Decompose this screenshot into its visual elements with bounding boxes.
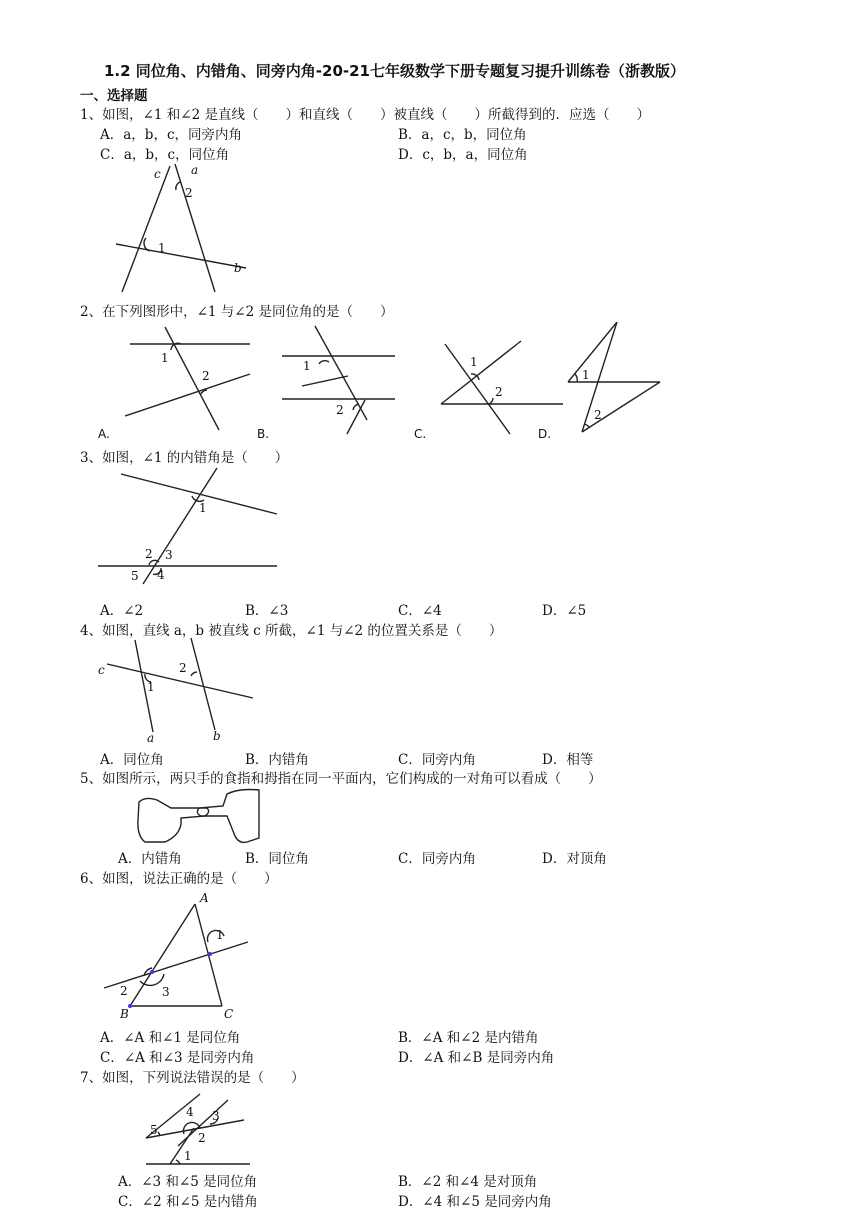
q2-figure-c [441, 341, 563, 434]
q3-option-c[interactable]: C．∠4 [398, 603, 442, 619]
q1-label-1: 1 [158, 241, 166, 255]
q3-figure [95, 462, 285, 592]
section-heading: 一、选择题 [80, 88, 148, 104]
q1-label-a: a [191, 163, 199, 177]
q7-option-b[interactable]: B．∠2 和∠4 是对顶角 [398, 1174, 538, 1190]
q4-option-c[interactable]: C．同旁内角 [398, 752, 476, 768]
q3-option-a[interactable]: A．∠2 [100, 603, 144, 619]
q4-stem: 4、如图，直线 a，b 被直线 c 所截，∠1 与∠2 的位置关系是（ ） [80, 623, 503, 639]
q7-stem: 7、如图，下列说法错误的是（ ） [80, 1070, 305, 1086]
svg-text:3: 3 [165, 548, 173, 562]
q4-label-a: a [147, 731, 155, 745]
q6-stem: 6、如图，说法正确的是（ ） [80, 871, 278, 887]
q6-option-c[interactable]: C．∠A 和∠3 是同旁内角 [100, 1050, 255, 1066]
svg-text:2: 2 [145, 547, 153, 561]
q1-angle2-arc [176, 182, 180, 190]
q5-hands-image [135, 786, 265, 846]
q5-option-c[interactable]: C．同旁内角 [398, 851, 476, 867]
svg-text:1: 1 [303, 359, 311, 373]
q2-option-c-label[interactable]: C. [414, 427, 427, 441]
q5-option-d[interactable]: D．对顶角 [542, 851, 607, 867]
q3-stem: 3、如图，∠1 的内错角是（ ） [80, 450, 289, 466]
q1-option-b[interactable]: B．a，c，b，同位角 [398, 127, 527, 143]
q1-option-d[interactable]: D．c，b，a，同位角 [398, 147, 528, 163]
q4-label-b: b [213, 729, 221, 743]
svg-text:1: 1 [161, 351, 169, 365]
page-title: 1.2 同位角、内错角、同旁内角-20-21七年级数学下册专题复习提升训练卷（浙教版） [104, 62, 685, 80]
svg-text:1: 1 [470, 355, 478, 369]
q6-label-b: B [120, 1007, 129, 1021]
svg-text:1: 1 [147, 680, 155, 694]
q2-option-d-label[interactable]: D. [538, 427, 552, 441]
q6-label-c: C [224, 1007, 234, 1021]
q2-option-a-label[interactable]: A. [98, 427, 110, 441]
q1-label-2: 2 [185, 186, 193, 200]
svg-text:1: 1 [199, 501, 207, 515]
svg-text:3: 3 [212, 1109, 220, 1123]
svg-text:4: 4 [157, 568, 165, 582]
svg-text:2: 2 [179, 661, 187, 675]
svg-text:2: 2 [198, 1131, 206, 1145]
q6-transversal [104, 942, 248, 988]
q5-stem: 5、如图所示，两只手的食指和拇指在同一平面内，它们构成的一对角可以看成（ ） [80, 771, 602, 787]
q1-stem: 1、如图，∠1 和∠2 是直线（ ）和直线（ ）被直线（ ）所截得到的．应选（ ） [80, 107, 650, 123]
svg-text:1: 1 [216, 928, 224, 942]
q1-option-a[interactable]: A．a，b，c，同旁内角 [100, 127, 243, 143]
q2-figures [95, 322, 775, 444]
q1-line-c [122, 166, 170, 292]
svg-text:5: 5 [131, 569, 139, 583]
q2-figure-b [282, 326, 395, 434]
q6-figure [100, 884, 260, 1024]
svg-text:2: 2 [495, 385, 503, 399]
svg-text:2: 2 [120, 984, 128, 998]
q7-option-d[interactable]: D．∠4 和∠5 是同旁内角 [398, 1194, 552, 1210]
q6-option-b[interactable]: B．∠A 和∠2 是内错角 [398, 1030, 539, 1046]
q6-option-d[interactable]: D．∠A 和∠B 是同旁内角 [398, 1050, 555, 1066]
q7-option-a[interactable]: A．∠3 和∠5 是同位角 [118, 1174, 258, 1190]
q4-figure [95, 634, 265, 746]
q5-option-b[interactable]: B．同位角 [245, 851, 309, 867]
q2-stem: 2、在下列图形中，∠1 与∠2 是同位角的是（ ） [80, 304, 394, 320]
svg-text:1: 1 [582, 368, 590, 382]
q6-label-a: A [200, 891, 209, 905]
q2-option-b-label[interactable]: B. [257, 427, 270, 441]
q3-option-d[interactable]: D．∠5 [542, 603, 587, 619]
q1-label-b: b [234, 261, 242, 275]
q4-option-d[interactable]: D．相等 [542, 752, 594, 768]
q1-label-c: c [154, 167, 161, 181]
q1-figure [110, 160, 260, 300]
q4-label-c: c [98, 663, 105, 677]
svg-text:4: 4 [186, 1105, 194, 1119]
q2-figure-a [125, 327, 250, 430]
svg-text:3: 3 [162, 985, 170, 999]
svg-text:2: 2 [202, 369, 210, 383]
svg-text:1: 1 [184, 1149, 192, 1163]
q5-option-a[interactable]: A．内错角 [118, 851, 182, 867]
q1-option-c[interactable]: C．a，b，c，同位角 [100, 147, 230, 163]
q7-option-c[interactable]: C．∠2 和∠5 是内错角 [118, 1194, 258, 1210]
svg-text:2: 2 [594, 408, 602, 422]
q1-line-a [175, 164, 215, 292]
svg-text:2: 2 [336, 403, 344, 417]
q4-option-b[interactable]: B．内错角 [245, 752, 309, 768]
svg-text:5: 5 [150, 1123, 158, 1137]
q2-figure-d [568, 322, 660, 432]
q3-option-b[interactable]: B．∠3 [245, 603, 289, 619]
q6-option-a[interactable]: A．∠A 和∠1 是同位角 [100, 1030, 241, 1046]
q7-figure [140, 1090, 270, 1170]
q4-option-a[interactable]: A．同位角 [100, 752, 164, 768]
